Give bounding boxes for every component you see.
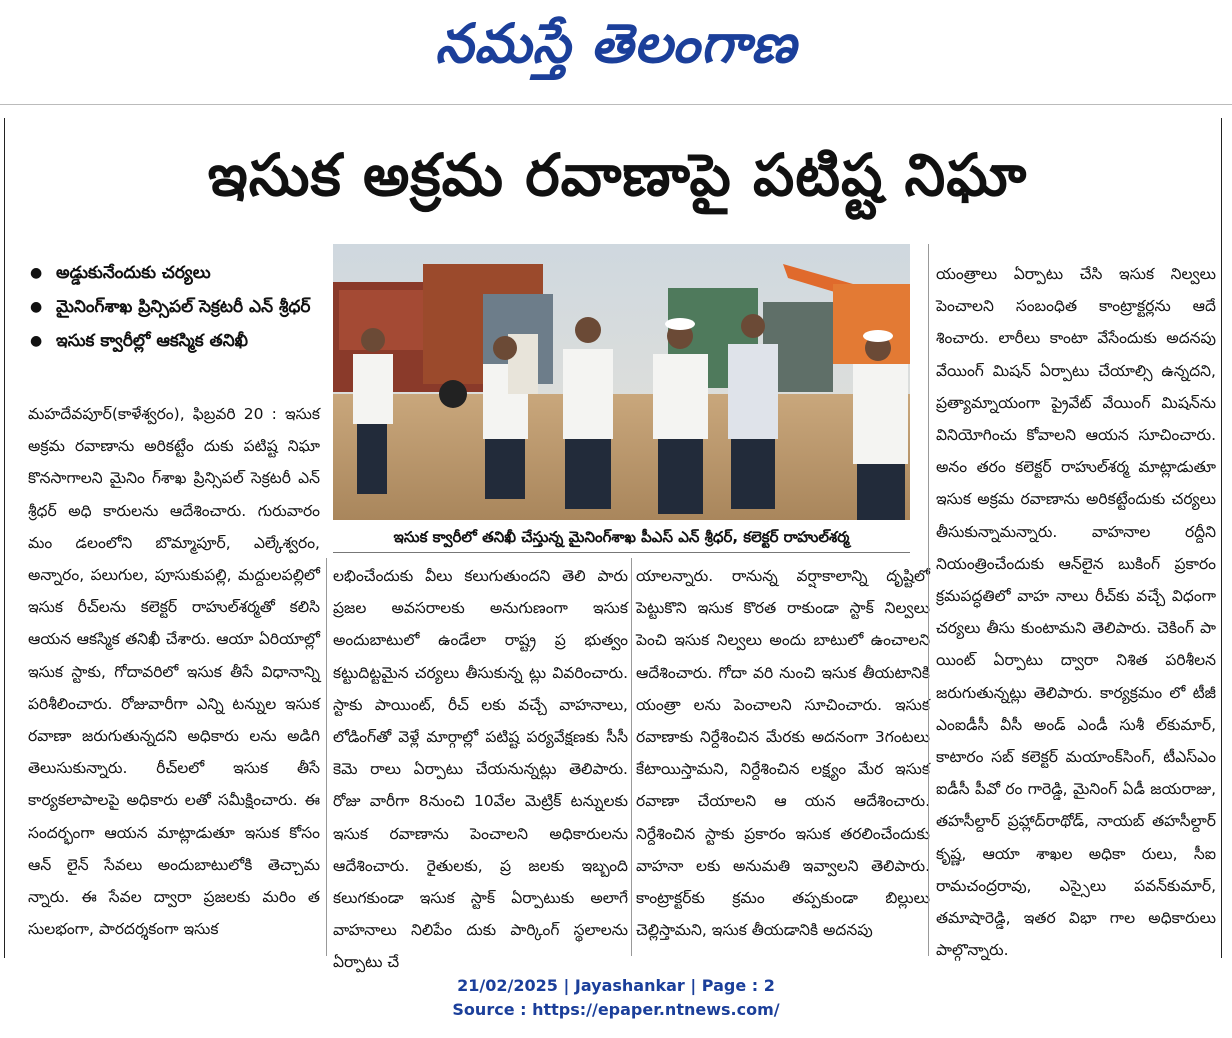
column-divider [928,244,929,956]
footer-source-link[interactable]: Source : https://epaper.ntnews.com/ [452,1000,780,1019]
masthead [0,0,1232,100]
article-headline: ఇసుక అక్రమ రవాణాపై పటిష్ట నిఘా [207,141,1028,209]
column-divider [326,558,327,956]
body-column-3: యాలన్నారు. రానున్న వర్షాకాలాన్ని దృష్టిలో పెట్టుకొని ఇసుక కొరత రాకుండా స్టాక్ నిల్వలు పెంచి ఇసుక నిల్వలు అందు బాటులో ఉంచాలని ఆదేశించారు. గోదా వరి నుంచి ఇసుక తీయటానికి యంత్రా లను పెంచాలని సూచించారు. ఇసుక రవాణాకు నిర్దేశించిన మేరకు అదనంగా 3గంటలు కేటాయిస్తామని, నిర్దేశించిన లక్ష్యం మేర ఇసుక రవాణా చేయాలని ఆ యన ఆదేశించారు. నిర్దేశించిన స్టాకు ప్రకారం ఇసుక తరలించేందుకు వాహనా లకు అనుమతి ఇవ్వాలని తెలిపారు. కాంట్రాక్టర్‌కు క్రమం తప్పకుండా బిల్లులు చెల్లిస్తామని, ఇసుక తీయడానికి అదనపు [636,567,930,940]
news-photo [333,244,910,520]
newspaper-logo: నమస్తే తెలంగాణ [435,11,797,75]
footer-date-edition: 21/02/2025 | Jayashankar | Page : 2 [457,976,775,995]
bullet-item: ● ఇసుక క్వారీల్లో ఆకస్మిక తనిఖీ [30,324,320,358]
body-column-2: లభించేందుకు వీలు కలుగుతుందని తెలి పారు ప్రజల అవసరాలకు అనుగుణంగా ఇసుక అందుబాటులో ఉండేలా రాష్ట్ర ప్ర భుత్వం కట్టుదిట్టమైన చర్యలు తీసుకున్న ట్లు వివరించారు. స్టాకు పాయింట్, రీచ్ లకు వచ్చే వాహనాలు, లోడింగ్‌తో వెళ్లే మార్గాల్లో పటిష్ట పర్యవేక్షణకు సీసీ కెమె రాలు ఏర్పాటు చేయనున్నట్లు తెలిపారు. రోజు వారీగా 8నుంచి 10వేల మెట్రిక్ టన్నులకు ఇసుక రవాణాను పెంచాలని అధికారులను ఆదేశించారు. రైతులకు, ప్ర జలకు ఇబ్బంది కలుగకుండా ఇసుక స్టాక్ ఏర్పాటుకు అలాగే వాహనాలు నిలిపేం దుకు పార్కింగ్ స్థలాలను ఏర్పాటు చే [333,567,628,972]
inspection-photo-illustration [333,244,910,520]
bullet-item: ● అడ్డుకునేందుకు చర్యలు [30,256,320,290]
photo-caption: ఇసుక క్వారీలో తనిఖీ చేస్తున్న మైనింగ్‌శాఖ పీఎస్ ఎన్ శ్రీధర్, కలెక్టర్ రాహుల్‌శర్మ [333,522,910,553]
body-column-1: మహదేవపూర్(కాళేశ్వరం), ఫిబ్రవరి 20 : ఇసుక అక్రమ రవాణాను అరికట్టేం దుకు పటిష్ట నిఘా కొనసాగాలని మైనిం గ్‌శాఖ ప్రిన్సిపల్ సెక్రటరీ ఎన్ శ్రీధర్ అధి కారులను ఆదేశించారు. గురువారం మం డలంలోని బొమ్మాపూర్, ఎల్కేశ్వరం, అన్నారం, పలుగుల, పూసుకుపల్లి, మద్దులపల్లిలో ఇసుక రీచ్‌లను కలెక్టర్ రాహుల్‌శర్మతో కలిసి ఆయన ఆకస్మిక తనిఖీ చేశారు. ఆయా ఏరియాల్లో ఇసుక స్టాకు, గోదావరిలో ఇసుక తీసే విధానాన్ని పరిశీలించారు. రోజువారీగా ఎన్ని టన్నుల ఇసుక రవాణా జరుగుతున్నదని అధికారు లను అడిగి తెలుసుకున్నారు. రీచ్‌లలో ఇసుక తీసే కార్యకలాపాలపై అధికారు లతో సమీక్షించారు. ఈ సందర్భంగా ఆయన మాట్లాడుతూ ఇసుక కోసం ఆన్ లైన్ సేవలు అందుబాటులోకి తెచ్చామ న్నారు. ఈ సేవల ద్వారా ప్రజలకు మరిం త సులభంగా, పారదర్శకంగా ఇసుక [28,405,320,939]
masthead-divider [0,104,1232,105]
highlight-bullets [30,256,320,358]
bullet-item: ● మైనింగ్‌శాఖ ప్రిన్సిపల్ సెక్రటరీ ఎన్ శ్రీధర్ [30,290,320,324]
body-column-4: యంత్రాలు ఏర్పాటు చేసి ఇసుక నిల్వలు పెంచాలని సంబంధిత కాంట్రాక్టర్లను ఆదే శించారు. లారీలు కాంటా వేసేందుకు అదనపు వేయింగ్ మిషన్ ఏర్పాటు చేయాల్సి ఉన్నదని, ప్రత్యామ్నాయంగా ప్రైవేట్ వేయింగ్ మిషన్‌ను వినియోగించు కోవాలని ఆయన సూచించారు. అనం తరం కలెక్టర్ రాహుల్‌శర్మ మాట్లాడుతూ ఇసుక అక్రమ రవాణాను అరికట్టేందుకు చర్యలు తీసుకున్నామన్నారు. వాహనాల రద్దీని నియంత్రించేందుకు ఆన్‌లైన బుకింగ్ ప్రకారం క్రమపద్ధతిలో వాహ నాలు రీచ్‌కు వచ్చే విధంగా చర్యలు తీసు కుంటామని తెలిపారు. చెకింగ్ పా యింట్ ఏర్పాటు ద్వారా నిశిత పరిశీలన జరుగుతున్నట్లు తెలిపారు. కార్యక్రమం లో టీజీ ఎంఐడీసీ వీసీ అండ్ ఎండీ సుశీ ల్‌కుమార్, కాటారం సబ్ కలెక్టర్ మయాంక్‌సింగ్, టీఎస్‌ఎం ఐడీసీ పీవో రం గారెడ్డి, మైనింగ్ ఏడీ జయరాజు, తహసీల్దార్ ప్రహ్లాద్‌రాథోడ్, నాయబ్ తహసీల్దార్ కృష్ణ, ఆయా శాఖల అధికా రులు, సీఐ రామచంద్రరావు, ఎస్సైలు పవన్‌కుమార్, తమాషారెడ్డి, ఇతర విభా గాల అధికారులు పాల్గొన్నారు. [936,265,1216,960]
column-divider [631,558,632,956]
